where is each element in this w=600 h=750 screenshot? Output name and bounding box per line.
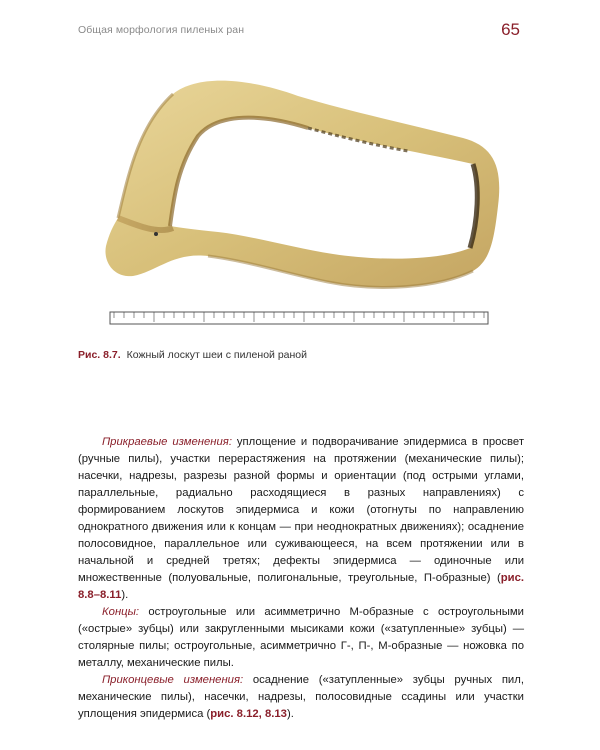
paragraph: [78, 672, 524, 723]
running-header: Общая морфология пиленых ран: [78, 24, 245, 36]
page-number: 65: [501, 20, 520, 39]
paragraph-tail: ).: [121, 589, 129, 601]
paragraph-term: Приконцевые изменения:: [102, 674, 244, 686]
figure-reference[interactable]: рис. 8.8–8.11: [78, 572, 524, 601]
paragraph: [78, 604, 524, 672]
paragraph-tail: ).: [286, 708, 294, 720]
scale-ruler: [110, 312, 488, 324]
figure-number: Рис. 8.7.: [78, 349, 121, 361]
figure-caption-text: Кожный лоскут шеи с пиленой раной: [126, 349, 308, 361]
paragraph-text: осаднение («затупленные» зубцы ручных пил, механические пилы), насечки, надрезы, полосовидные ссадины или участки уплощения эпидермиса (: [78, 674, 524, 720]
figure-photo: [78, 56, 522, 336]
paragraph-term: Концы:: [102, 606, 140, 618]
figure-caption: [78, 349, 307, 361]
paragraph-text: остроугольные или асимметрично М-образные с остроугольными («острые» зубцы) или закругленными мысиками кожи («затупленные» зубцы) — столярные пилы; остроугольные, асимметрично Г-, П-, М-образные — ножовка по металлу, механические пилы.: [78, 606, 524, 669]
body-text: [78, 434, 524, 723]
paragraph-text: уплощение и подворачивание эпидермиса в просвет (ручные пилы), участки перерастяжения на протяжении (механические пилы); насечки, надрезы, разрезы разной формы и ориентации (под острыми углами, параллельные, радиально расходящиеся в разных направлениях) с формированием лоскутов эпидермиса и кожи (отогнуты по направлению однократного движения или к концам — при неоднократных движениях); осаднение полосовидное, параллельное или суживающееся, на всем протяжении или в начальной и средней третях; дефекты эпидермиса — одиночные или множественные (полуовальные, полигональные, треугольные, П-образные) (: [78, 436, 524, 584]
paragraph-term: Прикраевые изменения:: [102, 436, 232, 448]
figure-reference[interactable]: рис. 8.12, 8.13: [210, 708, 287, 720]
paragraph: [78, 434, 524, 604]
